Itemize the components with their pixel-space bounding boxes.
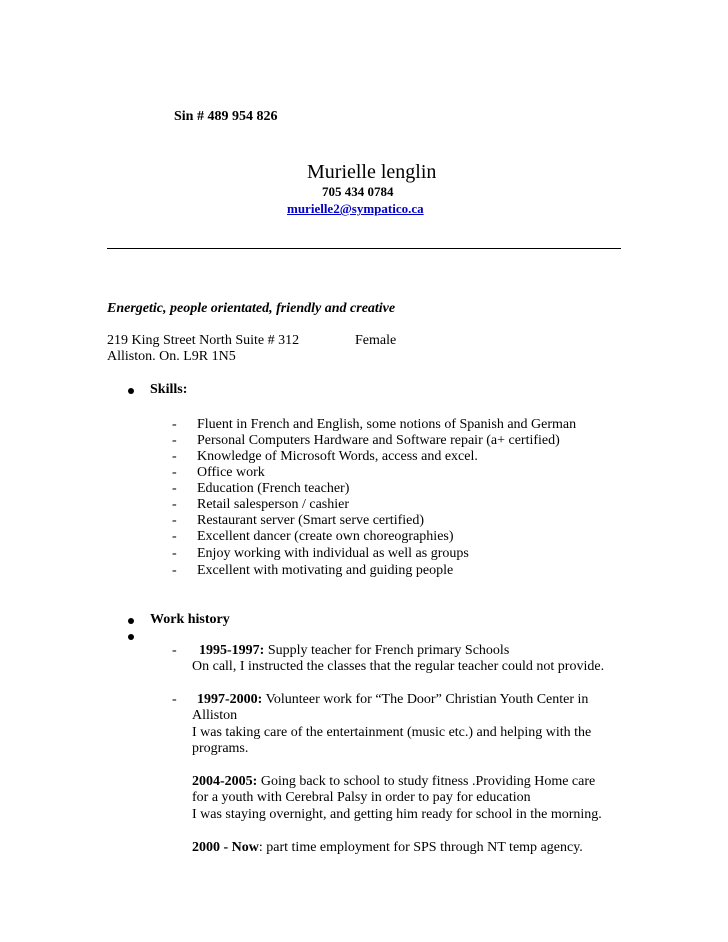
list-item: Excellent dancer (create own choreographies)	[197, 529, 454, 544]
dash-icon: -	[172, 417, 177, 432]
work-entry-title	[197, 691, 588, 708]
list-item: Office work	[197, 465, 265, 480]
email-link[interactable]: murielle2@sympatico.ca	[287, 201, 424, 216]
bullet-icon	[128, 634, 134, 640]
list-item: Restaurant server (Smart serve certified)	[197, 513, 425, 528]
work-entry-dates: 1997-2000:	[197, 692, 263, 707]
dash-icon: -	[172, 692, 177, 707]
list-item: Personal Computers Hardware and Software repair (a+ certified)	[197, 433, 560, 448]
address-line-1: 219 King Street North Suite # 312	[107, 333, 300, 348]
dash-icon: -	[172, 481, 177, 496]
work-entry-description: I was taking care of the entertainment (music etc.) and helping with the	[192, 725, 592, 740]
sin-number: Sin # 489 954 826	[174, 109, 278, 124]
list-item: Education (French teacher)	[197, 481, 350, 496]
dash-icon: -	[172, 497, 177, 512]
skills-heading: Skills:	[150, 382, 188, 397]
bullet-icon	[128, 618, 134, 624]
work-entry-title-cont: Alliston	[192, 708, 238, 723]
work-entry-text: Supply teacher for French primary Schools	[264, 643, 510, 658]
work-entry-dates: 2000 - Now	[192, 840, 259, 855]
gender: Female	[355, 333, 397, 348]
work-entry-title	[192, 773, 595, 790]
work-entry-dates: 1995-1997:	[199, 643, 265, 658]
work-history-heading: Work history	[150, 612, 230, 627]
address-line-2: Alliston. On. L9R 1N5	[107, 349, 236, 364]
dash-icon: -	[172, 513, 177, 528]
list-item: Fluent in French and English, some notions of Spanish and German	[197, 417, 577, 432]
work-entry-description: On call, I instructed the classes that the regular teacher could not provide.	[192, 659, 605, 674]
work-entry-dates: 2004-2005:	[192, 774, 258, 789]
phone-number: 705 434 0784	[322, 184, 394, 199]
work-entry-title	[192, 839, 583, 856]
dash-icon: -	[172, 546, 177, 561]
dash-icon: -	[172, 643, 177, 658]
work-entry-title	[199, 642, 509, 659]
work-entry-text: Going back to school to study fitness .Providing Home care	[257, 774, 596, 789]
work-entry-title-cont: for a youth with Cerebral Palsy in order to pay for education	[192, 790, 531, 805]
dash-icon: -	[172, 563, 177, 578]
dash-icon: -	[172, 449, 177, 464]
list-item: Excellent with motivating and guiding people	[197, 563, 454, 578]
work-entry-description: programs.	[192, 741, 249, 756]
header-divider	[107, 248, 621, 249]
dash-icon: -	[172, 465, 177, 480]
list-item: Retail salesperson / cashier	[197, 497, 350, 512]
dash-icon: -	[172, 529, 177, 544]
dash-icon: -	[172, 433, 177, 448]
work-entry-description: I was staying overnight, and getting him ready for school in the morning.	[192, 807, 602, 822]
tagline: Energetic, people orientated, friendly and creative	[107, 301, 396, 316]
work-entry-text: : part time employment for SPS through NT temp agency.	[258, 840, 583, 855]
bullet-icon	[128, 388, 134, 394]
list-item: Knowledge of Microsoft Words, access and excel.	[197, 449, 478, 464]
list-item: Enjoy working with individual as well as groups	[197, 546, 469, 561]
candidate-name: Murielle lenglin	[307, 161, 437, 183]
work-entry-text: Volunteer work for “The Door” Christian Youth Center in	[262, 692, 589, 707]
